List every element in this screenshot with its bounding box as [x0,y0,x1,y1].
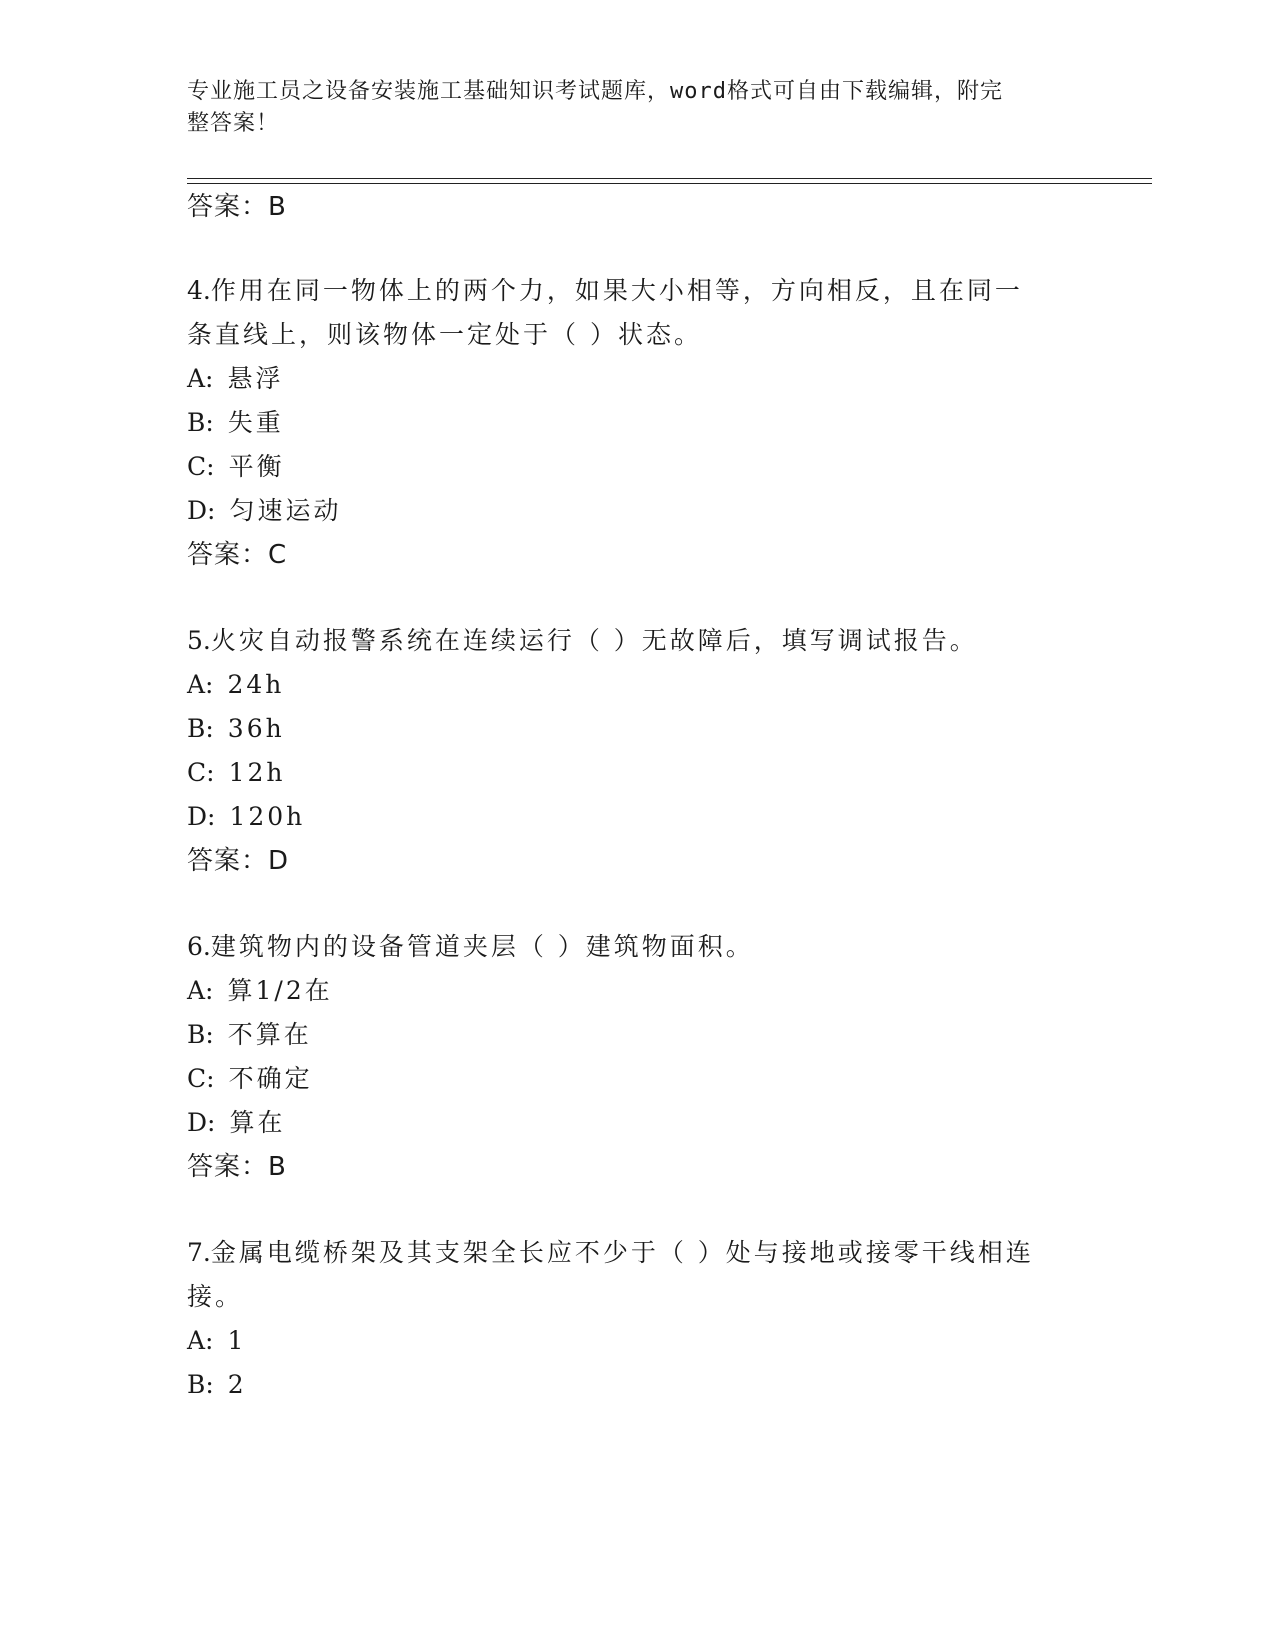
question-5-option-a [187,668,284,702]
option-text: 24h [227,670,285,699]
option-label: B: [187,1370,214,1399]
option-label: D: [187,802,216,831]
option-label: D: [187,496,216,525]
question-4-option-d [187,494,341,528]
question-text: 建筑物内的设备管道夹层（ ）建筑物面积。 [210,932,754,961]
question-6-option-b [187,1018,312,1052]
question-4-answer: 答案：C [187,540,288,570]
question-text: 作用在同一物体上的两个力，如果大小相等，方向相反，且在同一 [210,276,1023,305]
question-7-option-a [187,1324,246,1358]
option-text: 平衡 [228,452,285,481]
option-label: A: [187,364,214,393]
question-7-line-1 [187,1236,1034,1270]
option-text: 算在 [229,1108,286,1137]
document-header [187,76,1067,140]
option-text: 36h [227,714,285,743]
option-label: A: [187,1326,214,1355]
option-text: 匀速运动 [229,496,342,525]
header-line-1: 专业施工员之设备安装施工基础知识考试题库，word格式可自由下载编辑，附完 [187,79,1003,104]
option-label: A: [187,976,214,1005]
option-text: 失重 [227,408,284,437]
option-text: 不确定 [228,1064,313,1093]
question-5-option-c [187,756,285,790]
question-4-option-a [187,362,284,396]
question-7-option-b [187,1368,247,1402]
question-number: 4. [187,276,211,305]
option-label: B: [187,1020,214,1049]
option-label: D: [187,1108,216,1137]
option-text: 1 [227,1326,247,1355]
option-text: 算1/2在 [227,976,333,1005]
answer-previous: 答案：B [187,192,287,222]
question-text: 金属电缆桥架及其支架全长应不少于（ ）处与接地或接零干线相连 [210,1238,1034,1267]
question-6-line-1 [187,930,754,964]
question-7-line-2: 接。 [187,1282,244,1311]
question-text: 火灾自动报警系统在连续运行（ ）无故障后，填写调试报告。 [210,626,978,655]
option-text: 悬浮 [227,364,284,393]
question-4-line-1 [187,274,1023,308]
header-divider-bottom [187,183,1152,184]
option-label: B: [187,714,214,743]
question-number: 7. [187,1238,211,1267]
option-label: A: [187,670,214,699]
question-4-option-c [187,450,285,484]
header-divider-top [187,178,1152,179]
question-5-option-d [187,800,305,834]
option-label: C: [187,452,215,481]
option-label: B: [187,408,214,437]
option-text: 120h [229,802,306,831]
question-number: 6. [187,932,211,961]
question-4-line-2: 条直线上，则该物体一定处于（ ）状态。 [187,320,702,349]
question-5-line-1 [187,624,978,658]
option-label: C: [187,758,215,787]
question-4-option-b [187,406,284,440]
option-text: 12h [228,758,286,787]
question-6-option-d [187,1106,285,1140]
header-line-2: 整答案！ [187,111,280,136]
option-label: C: [187,1064,215,1093]
question-number: 5. [187,626,211,655]
option-text: 2 [227,1370,247,1399]
question-6-answer: 答案：B [187,1152,287,1182]
option-text: 不算在 [227,1020,312,1049]
question-6-option-a [187,974,333,1008]
question-5-answer: 答案：D [187,846,290,876]
question-5-option-b [187,712,285,746]
question-6-option-c [187,1062,313,1096]
